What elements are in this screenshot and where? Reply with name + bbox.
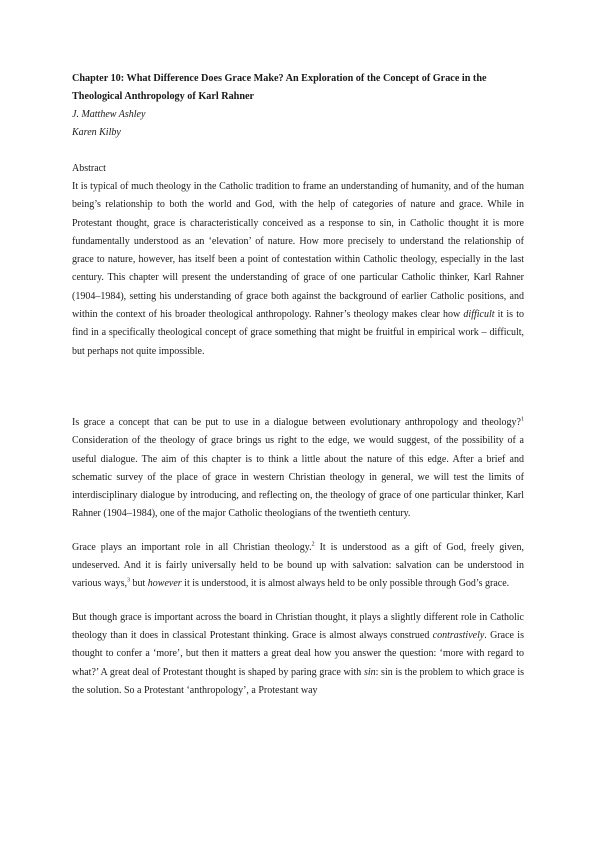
body-text-part: It is understood as a gift of God, freely given, undeserved. And it is fairly universally held to be bound up with salvation: salvation can be understood in various ways, — [72, 541, 524, 590]
document-page — [72, 70, 524, 700]
author-2: Karen Kilby — [72, 127, 121, 138]
abstract-heading: Abstract — [72, 163, 106, 174]
body-emphasis: contrastively — [432, 629, 485, 641]
abstract-emphasis: difficult — [463, 309, 495, 321]
body-emphasis: however — [147, 578, 182, 590]
body-emphasis: sin — [363, 666, 376, 678]
author-1: J. Matthew Ashley — [72, 109, 146, 120]
body-paragraph-2 — [72, 539, 524, 594]
body-text-part: . Grace is thought to confer a ‘more’, but then it matters a great deal how you answer the question: ‘more with regard to what?’ A great deal of Protestant thought is shaped by paring grace with — [72, 629, 524, 678]
body-text-part: : sin is the problem to which grace is the solution. So a Protestant ‘anthropology’, a Protestant way — [72, 666, 525, 696]
body-text-part: Consideration of the theology of grace brings us right to the edge, we would suggest, of the possibility of a useful dialogue. The aim of this chapter is to think a little about the nature of this edge. After a brief and schematic survey of the place of grace in western Christian theology in general, we will test the limits of interdisciplinary dialogue by introducing, and reflecting on, the theology of grace of one particular thinker, Karl Rahner (1904–1984), one of the major Catholic theologians of the twentieth century. — [72, 435, 524, 520]
footnote-ref-3[interactable]: 3 — [127, 578, 130, 585]
footnote-ref-1[interactable]: 1 — [521, 416, 524, 423]
body-paragraph-1 — [72, 414, 524, 524]
abstract-text-part: it is to find in a specifically theological concept of grace something that might be fruitful in empirical work – difficult, but perhaps not quite impossible. — [72, 309, 524, 357]
abstract-text-part: It is typical of much theology in the Catholic tradition to frame an understanding of humanity, and of the human being’s relationship to both the world and God, with the help of categories of nature and grace. While in Protestant thought, grace is characteristically conceived as a response to sin, in Catholic thought it is more fundamentally understood as an ‘elevation’ of nature. How more precisely to understand the relationship of grace to nature, however, has itself been a point of contestation within Catholic theology, especially in the last century. This chapter will present the understanding of grace of one particular Catholic thinker, Karl Rahner (1904–1984), setting his understanding of grace both against the background of earlier Catholic positions, and within the context of his broader theological anthropology. Rahner’s theology makes clear how — [72, 181, 524, 321]
body-text-part: it is understood, it is almost always held to be only possible through God’s grace. — [181, 578, 510, 590]
body-paragraph-3 — [72, 609, 524, 700]
body-text-part: Is grace a concept that can be put to use in a dialogue between evolutionary anthropology and theology? — [72, 416, 521, 428]
chapter-title: Chapter 10: What Difference Does Grace Make? An Exploration of the Concept of Grace in the Theological Anthropology of Karl Rahner — [72, 73, 487, 102]
footnote-ref-2[interactable]: 2 — [311, 541, 315, 548]
body-text-part: Grace plays an important role in all Christian theology. — [72, 541, 312, 553]
body-text-part: but — [130, 578, 148, 590]
body-text-part: But though grace is important across the board in Christian thought, it plays a slightly different role in Catholic theology than it does in classical Protestant thinking. Grace is almost always construed — [72, 611, 524, 641]
abstract-text — [72, 178, 524, 361]
